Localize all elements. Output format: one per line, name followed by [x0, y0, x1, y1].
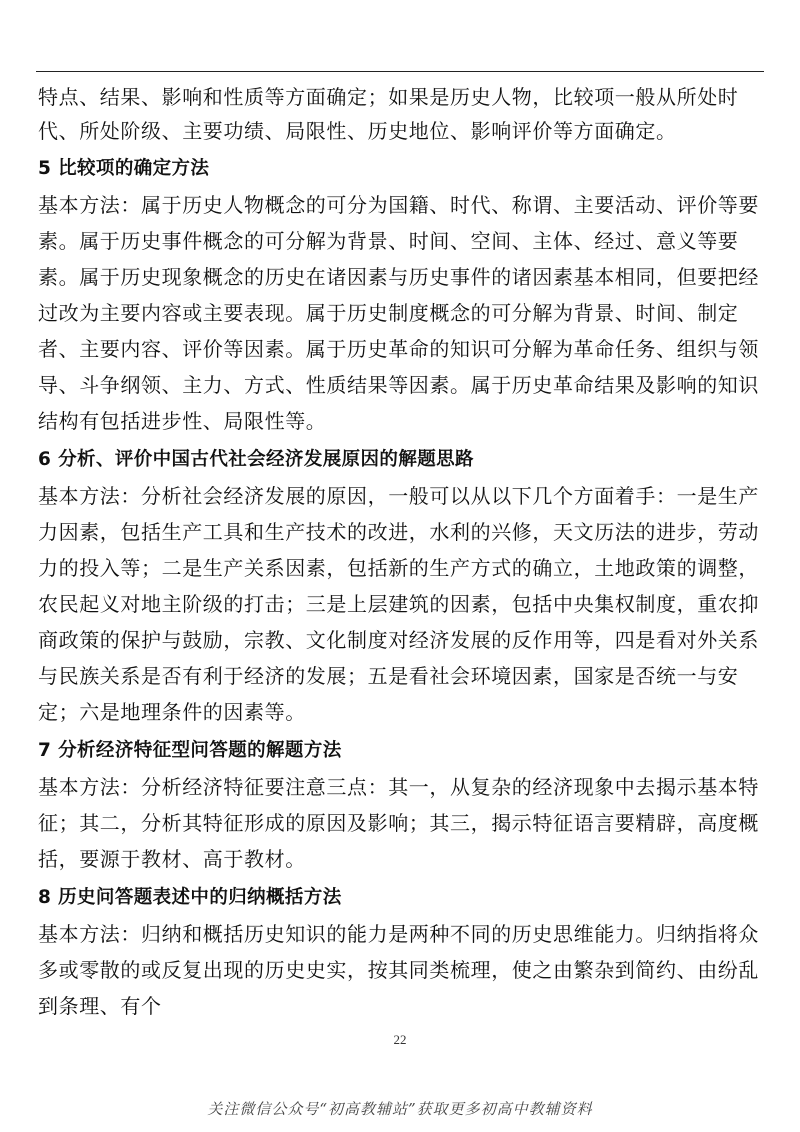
section-heading-5: 5 比较项的确定方法: [38, 158, 210, 179]
section-heading-8: 8 历史问答题表述中的归纳概括方法: [38, 887, 342, 908]
header-rule: [36, 71, 764, 72]
document-body: [38, 80, 762, 1024]
section-heading-6: 6 分析、评价中国古代社会经济发展原因的解题思路: [38, 449, 474, 470]
section-7-body: 基本方法：分析经济特征要注意三点：其一，从复杂的经济现象中去揭示基本特征；其二，分析其特征形成的原因及影响；其三，揭示特征语言要精辟，高度概括，要源于教材、高于教材。: [38, 775, 759, 871]
continued-paragraph: 特点、结果、影响和性质等方面确定；如果是历史人物，比较项一般从所处时代、所处阶级、主要功绩、局限性、历史地位、影响评价等方面确定。: [38, 85, 739, 143]
page-number: 22: [393, 1032, 407, 1047]
section-6-body: 基本方法：分析社会经济发展的原因，一般可以从以下几个方面着手：一是生产力因素，包括生产工具和生产技术的改进，水利的兴修，天文历法的进步，劳动力的投入等；二是生产关系因素，包括新的生产方式的确立，土地政策的调整，农民起义对地主阶级的打击；三是上层建筑的因素，包括中央集权制度，重农抑商政策的保护与鼓励，宗教、文化制度对经济发展的反作用等，四是看对外关系与民族关系是否有利于经济的发展；五是看社会环境因素，国家是否统一与安定；六是地理条件的因素等。: [38, 484, 759, 724]
section-5-body: 基本方法：属于历史人物概念的可分为国籍、时代、称谓、主要活动、评价等要素。属于历史事件概念的可分解为背景、时间、空间、主体、经过、意义等要素。属于历史现象概念的历史在诸因素与历史事件的诸因素基本相同，但要把经过改为主要内容或主要表现。属于历史制度概念的可分解为背景、时间、制定者、主要内容、评价等因素。属于历史革命的知识可分解为革命任务、组织与领导、斗争纲领、主力、方式、性质结果等因素。属于历史革命结果及影响的知识结构有包括进步性、局限性等。: [38, 193, 759, 433]
section-heading-7: 7 分析经济特征型问答题的解题方法: [38, 740, 342, 761]
section-8-body: 基本方法：归纳和概括历史知识的能力是两种不同的历史思维能力。归纳指将众多或零散的或反复出现的历史史实，按其同类梳理，使之由繁杂到简约、由纷乱到条理、有个: [38, 922, 759, 1018]
footer-note: 关注微信公众号“初高教辅站”获取更多初高中教辅资料: [207, 1100, 593, 1118]
